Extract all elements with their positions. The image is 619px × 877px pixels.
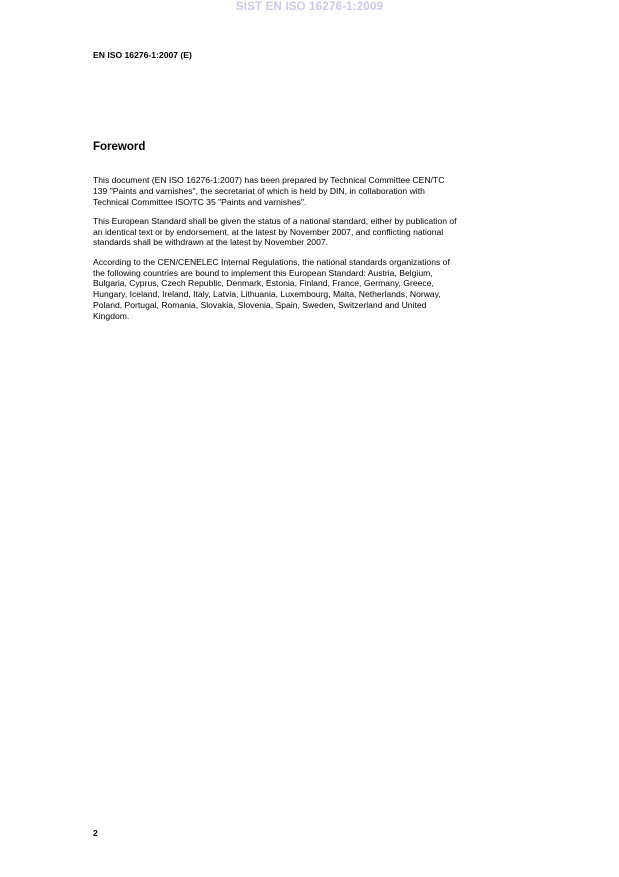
paragraph-line: Bulgaria, Cyprus, Czech Republic, Denmark, Estonia, Finland, France, Germany, Greece,: [93, 278, 434, 289]
paragraph-3: [93, 257, 553, 322]
paragraph-line: This European Standard shall be given the status of a national standard, either by publication of: [93, 215, 457, 226]
section-title: Foreword: [93, 141, 146, 153]
paragraph-line: Poland, Portugal, Romania, Slovakia, Slovenia, Spain, Sweden, Switzerland and United: [93, 299, 427, 310]
paragraph-1: [93, 175, 553, 207]
paragraph-line: 139 "Paints and varnishes", the secretariat of which is held by DIN, in collaboration with: [93, 185, 425, 196]
paragraph-line: the following countries are bound to implement this European Standard: Austria, Belgium,: [93, 267, 433, 278]
paragraph-line: According to the CEN/CENELEC Internal Regulations, the national standards organizations of: [93, 256, 450, 267]
watermark: SIST EN ISO 16276-1:2009: [235, 1, 384, 13]
document-id-header: EN ISO 16276-1:2007 (E): [93, 50, 192, 60]
paragraph-2: [93, 216, 553, 248]
paragraph-line: standards shall be withdrawn at the latest by November 2007.: [93, 237, 329, 248]
paragraph-line: Kingdom.: [93, 310, 130, 321]
foreword-body: [93, 175, 553, 330]
paragraph-line: an identical text or by endorsement, at the latest by November 2007, and conflicting national: [93, 226, 444, 237]
paragraph-line: Technical Committee ISO/TC 35 "Paints and varnishes".: [93, 196, 307, 207]
page-number: 2: [93, 828, 98, 838]
paragraph-line: This document (EN ISO 16276-1:2007) has been prepared by Technical Committee CEN/TC: [93, 175, 445, 185]
paragraph-line: Hungary, Iceland, Ireland, Italy, Latvia, Lithuania, Luxembourg, Malta, Netherlands, Norway,: [93, 289, 441, 300]
